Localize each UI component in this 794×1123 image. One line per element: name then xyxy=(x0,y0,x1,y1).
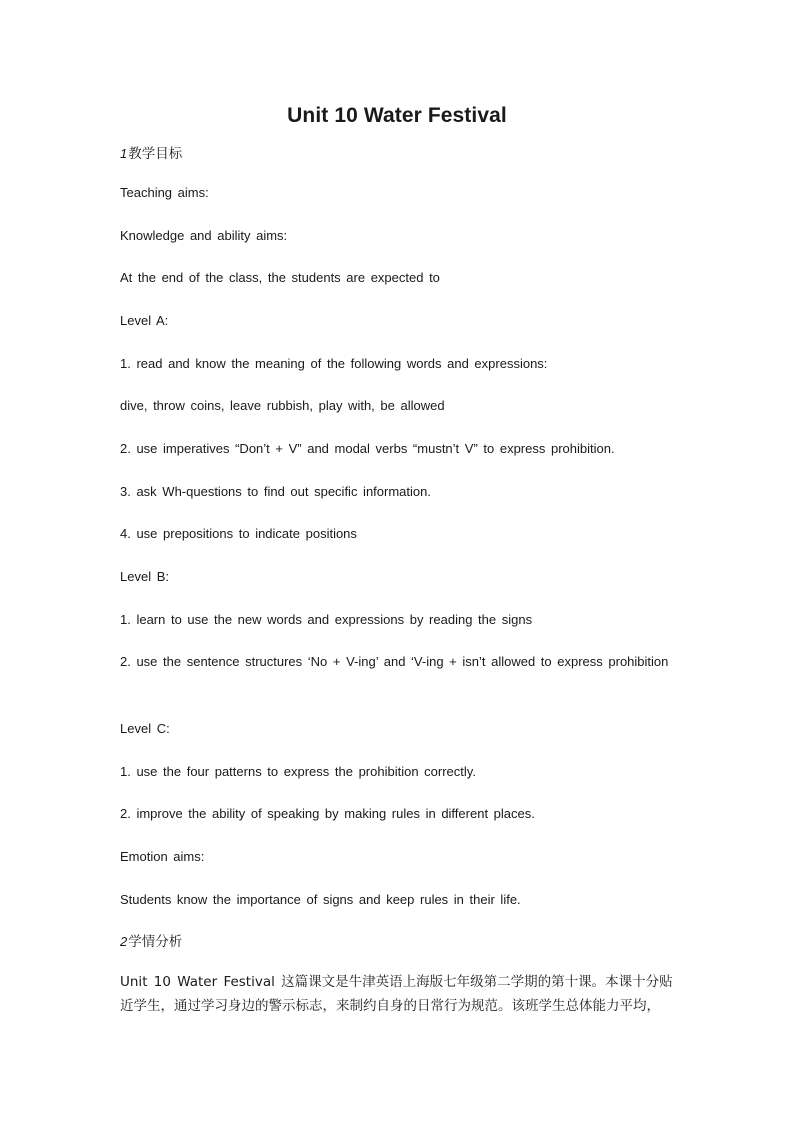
section-heading-teaching-objectives xyxy=(120,142,680,166)
level-c-label: Level C: xyxy=(120,721,170,736)
knowledge-aims-label: Knowledge and ability aims: xyxy=(120,228,288,243)
intro-sentence: At the end of the class, the students are expected to xyxy=(120,270,440,285)
level-b-item: 2. use the sentence structures ‘No + V-ing’ and ‘V-ing + isn’t allowed to express prohibition xyxy=(120,654,669,669)
section-number: 2 xyxy=(120,934,128,949)
level-c-item: 2. improve the ability of speaking by making rules in different places. xyxy=(120,806,535,821)
teaching-aims-label: Teaching aims: xyxy=(120,185,209,200)
level-a-item: 1. read and know the meaning of the following words and expressions: xyxy=(120,356,548,371)
emotion-aims-label: Emotion aims: xyxy=(120,849,205,864)
level-c-item: 1. use the four patterns to express the prohibition correctly. xyxy=(120,764,476,779)
level-b-label: Level B: xyxy=(120,569,169,584)
level-a-item: 2. use imperatives “Don’t + V” and modal verbs “mustn’t V” to express prohibition. xyxy=(120,441,615,456)
section-label: 教学目标 xyxy=(128,146,183,162)
section-number: 1 xyxy=(120,146,128,161)
section-label: 学情分析 xyxy=(128,934,183,950)
level-a-item: 4. use prepositions to indicate positions xyxy=(120,526,357,541)
level-a-item: 3. ask Wh-questions to find out specific information. xyxy=(120,484,431,499)
section-heading-learner-analysis xyxy=(120,930,680,954)
learner-analysis-paragraph: Unit 10 Water Festival 这篇课文是牛津英语上海版七年级第二学期的第十课。本课十分贴近学生，通过学习身边的警示标志，来制约自身的日常行为规范。该班学生总体能力平均， xyxy=(120,974,673,1014)
document-title: Unit 10 Water Festival xyxy=(287,104,507,127)
level-a-label: Level A: xyxy=(120,313,169,328)
level-a-item: dive, throw coins, leave rubbish, play with, be allowed xyxy=(120,398,445,413)
emotion-aims-text: Students know the importance of signs and keep rules in their life. xyxy=(120,892,521,907)
level-b-item: 1. learn to use the new words and expressions by reading the signs xyxy=(120,612,533,627)
